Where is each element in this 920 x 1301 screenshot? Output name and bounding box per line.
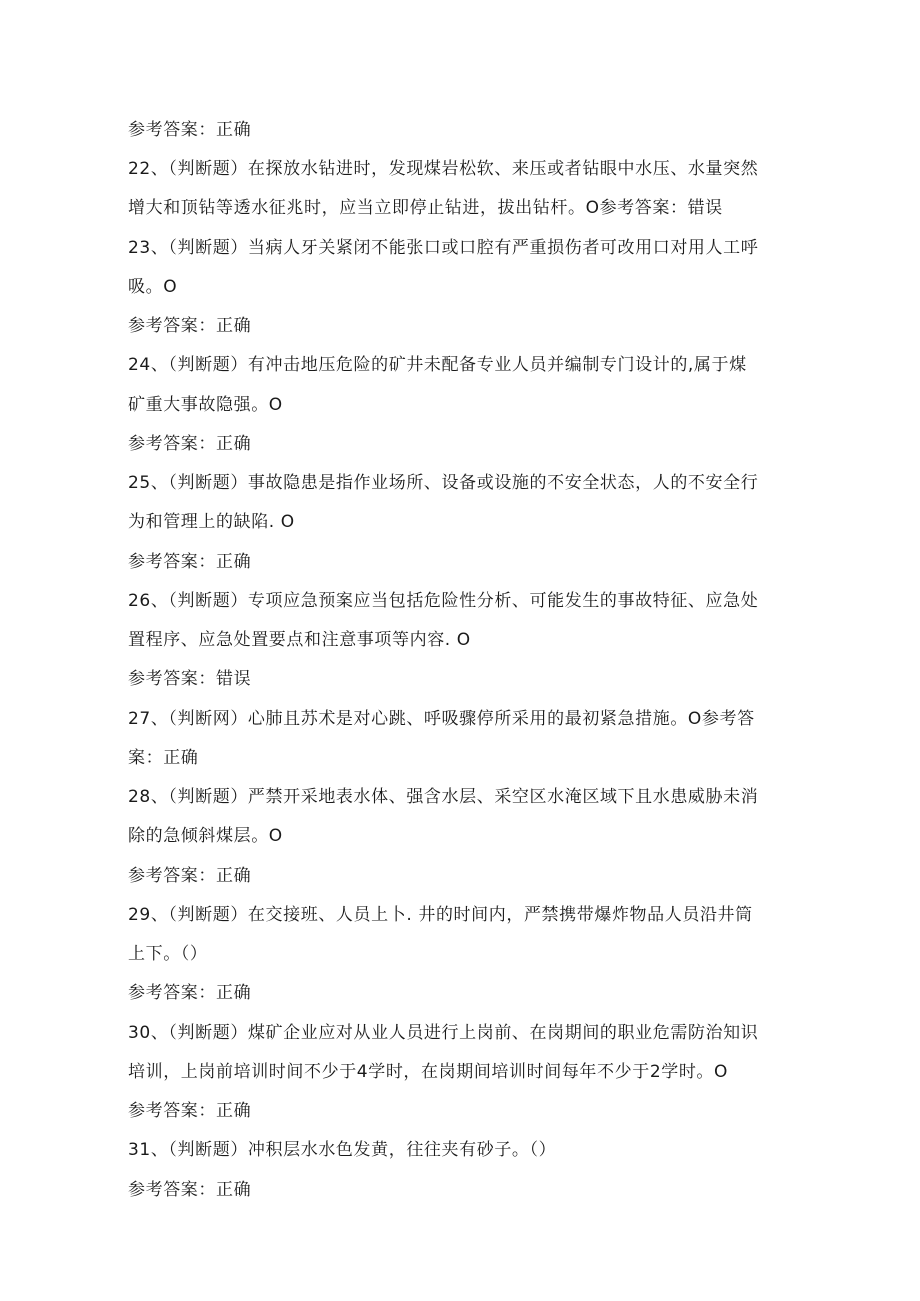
answer-line: 参考答案：正确 <box>128 552 252 572</box>
question-30-line-2: 培训，上岗前培训时间不少于4学时，在岗期间培训时间每年不少于2学时。O <box>128 1062 729 1082</box>
question-24-line-2: 矿重大事故隐强。O <box>128 395 283 415</box>
question-24-line-1: 24、（判断题）有冲击地压危险的矿井未配备专业人员并编制专门设计的,属于煤 <box>128 355 747 375</box>
answer-line: 参考答案：正确 <box>128 120 252 140</box>
question-25-line-2: 为和管理上的缺陷. O <box>128 512 295 532</box>
answer-line: 参考答案：正确 <box>128 1180 252 1200</box>
question-22-line-1: 22、（判断题）在探放水钻进时，发现煤岩松软、来压或者钻眼中水压、水量突然 <box>128 159 759 179</box>
question-28-line-1: 28、（判断题）严禁开采地表水体、强含水层、采空区水淹区域下且水患威胁未消 <box>128 787 759 807</box>
answer-line: 参考答案：正确 <box>128 866 252 886</box>
question-30-line-1: 30、（判断题）煤矿企业应对从业人员进行上岗前、在岗期间的职业危需防治知识 <box>128 1023 759 1043</box>
question-23-line-1: 23、（判断题）当病人牙关紧闭不能张口或口腔有严重损伤者可改用口对用人工呼 <box>128 238 759 258</box>
question-26-line-2: 置程序、应急处置要点和注意事项等内容. O <box>128 630 471 650</box>
question-27-line-2: 案：正确 <box>128 748 199 768</box>
question-22-line-2: 增大和顶钻等透水征兆时，应当立即停止钻进，拔出钻杆。O参考答案：错误 <box>128 198 723 218</box>
answer-line: 参考答案：正确 <box>128 434 252 454</box>
question-27-line-1: 27、（判断网）心肺且苏术是对心跳、呼吸骤停所采用的最初紧急措施。O参考答 <box>128 709 755 729</box>
question-26-line-1: 26、（判断题）专项应急预案应当包括危险性分析、可能发生的事故特征、应急处 <box>128 591 759 611</box>
question-28-line-2: 除的急倾斜煤层。O <box>128 826 283 846</box>
question-25-line-1: 25、（判断题）事故隐患是指作业场所、设备或设施的不安全状态，人的不安全行 <box>128 473 759 493</box>
answer-line: 参考答案：正确 <box>128 316 252 336</box>
answer-line: 参考答案：错误 <box>128 669 252 689</box>
question-31-line-1: 31、（判断题）冲积层水水色发黄，往往夹有砂子。（） <box>128 1140 557 1160</box>
answer-line: 参考答案：正确 <box>128 1101 252 1121</box>
question-29-line-2: 上下。（） <box>128 944 208 964</box>
question-29-line-1: 29、（判断题）在交接班、人员上卜. 井的时间内，严禁携带爆炸物品人员沿井筒 <box>128 905 753 925</box>
answer-line: 参考答案：正确 <box>128 983 252 1003</box>
question-23-line-2: 吸。O <box>128 277 178 297</box>
